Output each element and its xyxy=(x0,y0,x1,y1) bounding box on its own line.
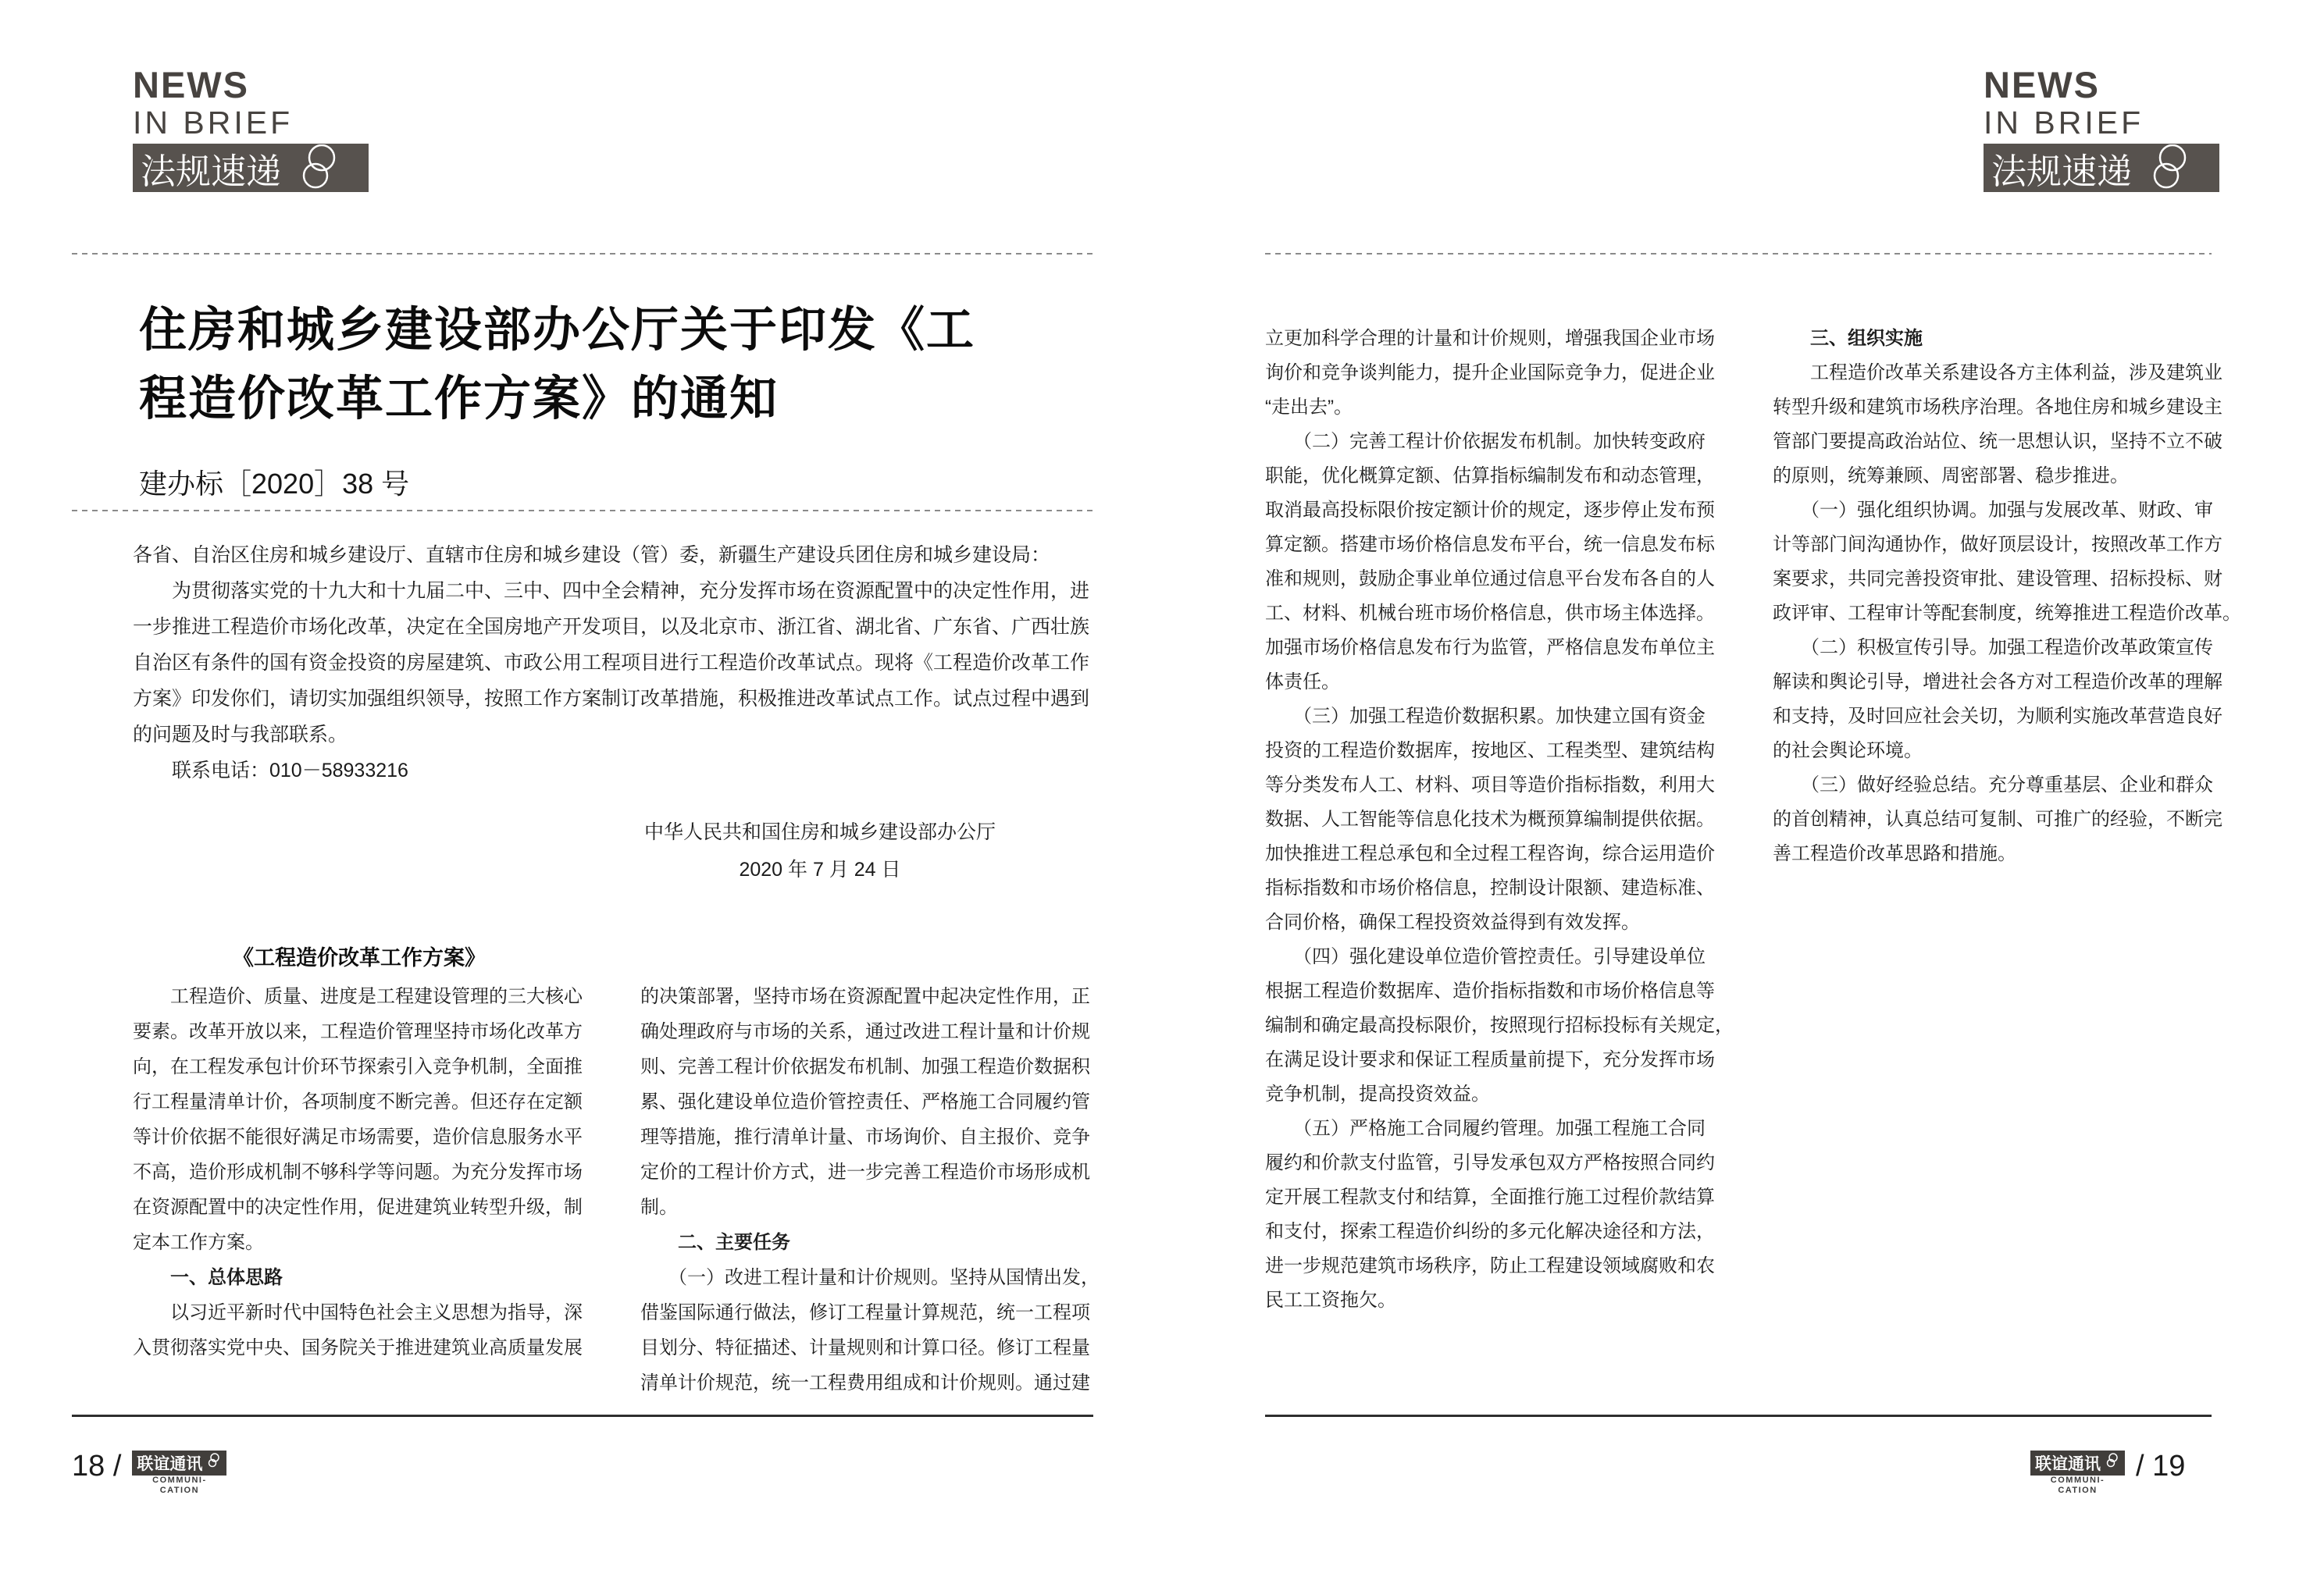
circles-icon xyxy=(287,144,348,191)
notice-intro-paragraph xyxy=(133,537,1093,788)
text-line: （二）积极宣传引导。加强工程造价改革政策宣传 xyxy=(1773,637,2213,658)
right-page-logo xyxy=(1984,66,2219,192)
text-line: 的问题及时与我部联系。 xyxy=(133,724,348,746)
text-line: 的首创精神，认真总结可复制、可推广的经验，不断完 xyxy=(1773,809,2222,830)
text-line: 目划分、特征描述、计量规则和计算口径。修订工程量 xyxy=(640,1337,1090,1358)
circles-icon xyxy=(2103,1452,2120,1474)
left-page-column-2 xyxy=(640,979,1100,1401)
circles-icon xyxy=(2138,144,2199,191)
footer-logo-badge xyxy=(2030,1451,2125,1476)
logo-badge-text: 法规速递 xyxy=(141,151,282,191)
logo-news-text: NEWS xyxy=(133,64,249,105)
text-line: 要素。改革开放以来，工程造价管理坚持市场化改革方 xyxy=(133,1021,583,1042)
text-line: 民工工资拖欠。 xyxy=(1265,1290,1396,1311)
text-line: 联系电话：010－58933216 xyxy=(133,760,408,781)
signature-block xyxy=(508,813,1132,888)
footer-logo-right xyxy=(2030,1451,2125,1496)
footer-logo-sub2: CATION xyxy=(2058,1486,2098,1495)
text-line: “走出去”。 xyxy=(1265,397,1353,418)
logo-news-text: NEWS xyxy=(1984,64,2100,105)
footer-logo-left xyxy=(132,1451,226,1496)
text-line: 算定额。搭建市场价格信息发布平台，统一信息发布标 xyxy=(1265,534,1715,555)
text-line: 入贯彻落实党中央、国务院关于推进建筑业高质量发展 xyxy=(133,1337,583,1358)
left-page-footer xyxy=(72,1451,226,1496)
text-line: 等分类发布人工、材料、项目等造价指标指数，利用大 xyxy=(1265,774,1715,796)
right-page-column-1 xyxy=(1265,322,1734,1318)
right-page-footer-rule xyxy=(1265,1415,2212,1417)
text-line: 职能，优化概算定额、估算指标编制发布和动态管理， xyxy=(1265,465,1715,486)
right-page-number: / 19 xyxy=(2136,1450,2186,1483)
text-line: 定开展工程款支付和结算，全面推行施工过程价款结算 xyxy=(1265,1187,1715,1208)
news-in-brief-logo xyxy=(1984,66,2219,192)
footer-logo-sub1: COMMUNI- xyxy=(152,1476,207,1485)
text-line: 管部门要提高政治站位、统一思想认识，坚持不立不破 xyxy=(1773,431,2222,452)
text-line: （一）强化组织协调。加强与发展改革、财政、审 xyxy=(1773,500,2213,521)
text-line: 工程造价、质量、进度是工程建设管理的三大核心 xyxy=(133,986,583,1007)
text-line: （四）强化建设单位造价管控责任。引导建设单位 xyxy=(1265,946,1706,967)
text-line: （三）加强工程造价数据积累。加快建立国有资金 xyxy=(1265,706,1706,727)
text-line: 编制和确定最高投标限价，按照现行招标投标有关规定， xyxy=(1265,1015,1734,1036)
text-line: 不高，造价形成机制不够科学等问题。为充分发挥市场 xyxy=(133,1162,583,1183)
text-line: 数据、人工智能等信息化技术为概预算编制提供依据。 xyxy=(1265,809,1715,830)
text-line: 方案》印发你们，请切实加强组织领导，按照工作方案制订改革措施，积极推进改革试点工作。试点过程中遇到 xyxy=(133,688,1090,710)
circles-icon xyxy=(205,1452,222,1474)
plan-column-1-text xyxy=(133,979,586,1365)
text-line: 的社会舆论环境。 xyxy=(1773,740,1923,761)
right-page-column-2 xyxy=(1773,322,2241,871)
footer-logo-text: 联谊通讯 xyxy=(137,1455,203,1473)
text-line: 指标指数和市场价格信息，控制设计限额、建造标准、 xyxy=(1265,877,1715,899)
text-line: 确处理政府与市场的关系，通过改进工程计量和计价规 xyxy=(640,1021,1090,1042)
text-line: 自治区有条件的国有资金投资的房屋建筑、市政公用工程项目进行工程造价改革试点。现将《工程造价改革工作 xyxy=(133,652,1090,674)
section-heading-line: 三、组织实施 xyxy=(1773,328,1923,349)
logo-inbrief-text: IN BRIEF xyxy=(133,105,294,141)
document-title-line1: 住房和城乡建设部办公厅关于印发《工 xyxy=(139,303,976,356)
footer-logo-text: 联谊通讯 xyxy=(2035,1455,2101,1473)
text-line: 工、材料、机械台班市场价格信息，供市场主体选择。 xyxy=(1265,603,1715,624)
text-line: 借鉴国际通行做法，修订工程量计算规范，统一工程项 xyxy=(640,1302,1090,1323)
text-line: 进一步规范建筑市场秩序，防止工程建设领域腐败和农 xyxy=(1265,1255,1715,1276)
text-line: 根据工程造价数据库、造价指标指数和市场价格信息等 xyxy=(1265,981,1715,1002)
text-line: 善工程造价改革思路和措施。 xyxy=(1773,843,2016,864)
footer-logo-sub2: CATION xyxy=(159,1486,200,1495)
right-page-footer xyxy=(2030,1451,2185,1496)
footer-logo-sub1: COMMUNI- xyxy=(2050,1476,2105,1485)
text-line: 竞争机制，提高投资效益。 xyxy=(1265,1084,1490,1105)
text-line: 投资的工程造价数据库，按地区、工程类型、建筑结构 xyxy=(1265,740,1715,761)
text-line: 行工程量清单计价，各项制度不断完善。但还存在定额 xyxy=(133,1091,583,1112)
text-line: 的决策部署，坚持市场在资源配置中起决定性作用，正 xyxy=(640,986,1090,1007)
text-line: 合同价格，确保工程投资效益得到有效发挥。 xyxy=(1265,912,1640,933)
document-number: 建办标［2020］38 号 xyxy=(139,468,410,500)
text-line: 转型升级和建筑市场秩序治理。各地住房和城乡建设主 xyxy=(1773,397,2222,418)
text-line: 询价和竞争谈判能力，提升企业国际竞争力，促进企业 xyxy=(1265,362,1715,383)
text-line: 立更加科学合理的计量和计价规则，增强我国企业市场 xyxy=(1265,328,1715,349)
section-heading-line: 一、总体思路 xyxy=(133,1267,283,1288)
document-title xyxy=(139,295,975,433)
text-line: 为贯彻落实党的十九大和十九届二中、三中、四中全会精神，充分发挥市场在资源配置中的决定性作用，进 xyxy=(133,580,1090,602)
left-page-second-dashed-rule xyxy=(72,510,1093,511)
text-line: 在资源配置中的决定性作用，促进建筑业转型升级，制 xyxy=(133,1197,583,1218)
text-line: 等计价依据不能很好满足市场需要，造价信息服务水平 xyxy=(133,1127,583,1148)
left-page-logo xyxy=(133,66,369,192)
text-line: 向，在工程发承包计价环节探索引入竞争机制，全面推 xyxy=(133,1056,583,1077)
right-page-top-dashed-rule xyxy=(1265,253,2212,255)
text-line: 案要求，共同完善投资审批、建设管理、招标投标、财 xyxy=(1773,568,2222,589)
section-heading-line: 二、主要任务 xyxy=(640,1232,790,1253)
text-line: 制。 xyxy=(640,1197,678,1218)
text-line: 一步推进工程造价市场化改革，决定在全国房地产开发项目，以及北京市、浙江省、湖北省、广东省、广西壮族 xyxy=(133,616,1090,638)
text-line: 工程造价改革关系建设各方主体利益，涉及建筑业 xyxy=(1773,362,2222,383)
plan-heading: 《工程造价改革工作方案》 xyxy=(233,946,486,970)
left-page-top-dashed-rule xyxy=(72,253,1093,255)
text-line: 履约和价款支付监管，引导发承包双方严格按照合同约 xyxy=(1265,1152,1715,1173)
logo-inbrief-text: IN BRIEF xyxy=(1984,105,2144,141)
document-title-line2: 程造价改革工作方案》的通知 xyxy=(139,372,779,425)
text-line: 取消最高投标限价按定额计价的规定，逐步停止发布预 xyxy=(1265,500,1715,521)
text-line: 计等部门间沟通协作，做好顶层设计，按照改革工作方 xyxy=(1773,534,2222,555)
text-line: 各省、自治区住房和城乡建设厅、直辖市住房和城乡建设（管）委，新疆生产建设兵团住房和城乡建设局： xyxy=(133,544,1051,566)
footer-logo-badge xyxy=(132,1451,226,1476)
text-line: 累、强化建设单位造价管控责任、严格施工合同履约管 xyxy=(640,1091,1090,1112)
text-line: 政评审、工程审计等配套制度，统筹推进工程造价改革。 xyxy=(1773,603,2241,624)
text-line: 加快推进工程总承包和全过程工程咨询，综合运用造价 xyxy=(1265,843,1715,864)
text-line: 和支付，探索工程造价纠纷的多元化解决途径和方法， xyxy=(1265,1221,1715,1242)
text-line: 的原则，统筹兼顾、周密部署、稳步推进。 xyxy=(1773,465,2129,486)
text-line: 以习近平新时代中国特色社会主义思想为指导，深 xyxy=(133,1302,583,1323)
text-line: 加强市场价格信息发布行为监管，严格信息发布单位主 xyxy=(1265,637,1715,658)
text-line: 理等措施，推行清单计量、市场询价、自主报价、竞争 xyxy=(640,1127,1090,1148)
news-in-brief-logo xyxy=(133,66,369,192)
logo-badge xyxy=(1984,144,2219,192)
text-line: （三）做好经验总结。充分尊重基层、企业和群众 xyxy=(1773,774,2213,796)
text-line: 解读和舆论引导，增进社会各方对工程造价改革的理解 xyxy=(1773,671,2222,692)
logo-badge xyxy=(133,144,369,192)
text-line: 和支持，及时回应社会关切，为顺利实施改革营造良好 xyxy=(1773,706,2222,727)
text-line: （二）完善工程计价依据发布机制。加快转变政府 xyxy=(1265,431,1706,452)
text-line: （五）严格施工合同履约管理。加强工程施工合同 xyxy=(1265,1118,1706,1139)
left-page-footer-rule xyxy=(72,1415,1093,1417)
signature-issuer: 中华人民共和国住房和城乡建设部办公厅 xyxy=(643,821,996,843)
left-page-number: 18 / xyxy=(72,1450,122,1483)
logo-badge-text: 法规速递 xyxy=(1991,151,2133,191)
text-line: （一）改进工程计量和计价规则。坚持从国情出发， xyxy=(640,1267,1100,1288)
text-line: 定本工作方案。 xyxy=(133,1232,264,1253)
signature-date: 2020 年 7 月 24 日 xyxy=(739,859,901,881)
text-line: 则、完善工程计价依据发布机制、加强工程造价数据积 xyxy=(640,1056,1090,1077)
text-line: 清单计价规范，统一工程费用组成和计价规则。通过建 xyxy=(640,1372,1090,1394)
text-line: 在满足设计要求和保证工程质量前提下，充分发挥市场 xyxy=(1265,1049,1715,1070)
left-page-column-1 xyxy=(133,937,586,1365)
text-line: 定价的工程计价方式，进一步完善工程造价市场形成机 xyxy=(640,1162,1090,1183)
text-line: 体责任。 xyxy=(1265,671,1340,692)
text-line: 准和规则，鼓励企事业单位通过信息平台发布各自的人 xyxy=(1265,568,1715,589)
